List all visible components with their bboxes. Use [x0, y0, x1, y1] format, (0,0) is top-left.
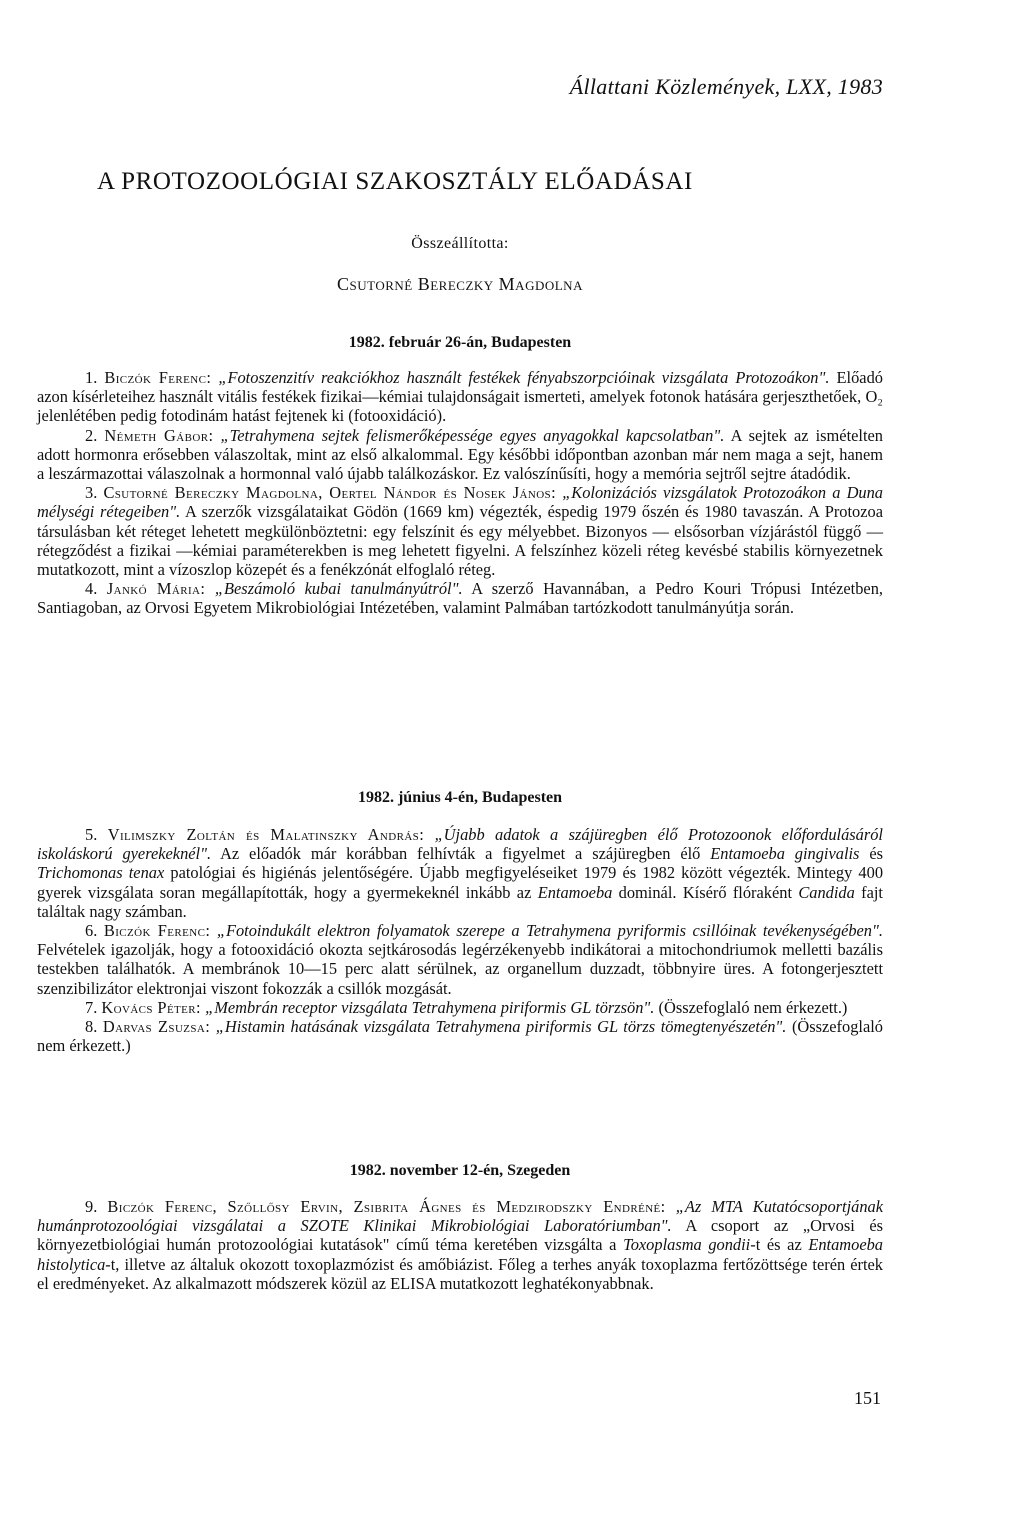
lecture-title: „Kolonizációs vizsgálatok Protozoákon a Duna mélységi rétegeiben".: [37, 483, 883, 522]
lecture-authors: Biczók Ferenc:: [104, 368, 212, 387]
lecture-abstract: Felvételek igazolják, hogy a fotooxidáció okozta sejtkárosodás legérzékenyebb indikátorai a mitochondriumok melletti bazális testekben találhatók. A membránok 10—15 perc alatt sérülnek, az organellum duzzadt, többnyire üres. A fotongerjesztett szenzibilizátor elektronjai viszont fokozzák a csillók mozgását.: [37, 940, 883, 998]
page-title: A PROTOZOOLÓGIAI SZAKOSZTÁLY ELŐADÁSAI: [97, 168, 693, 195]
lecture-number: 5.: [85, 825, 98, 844]
lecture-item-4: [37, 579, 883, 617]
lecture-title: „Újabb adatok a szájüregben élő Protozoonok előfordulásáról iskoláskorú gyerekeknél".: [37, 825, 883, 864]
lecture-number: 9.: [85, 1197, 98, 1216]
page-number: 151: [854, 1388, 881, 1408]
session-date-3: 1982. november 12-én, Szegeden: [349, 1162, 571, 1179]
lecture-number: 7.: [85, 997, 98, 1017]
lecture-title: „Tetrahymena sejtek felismerőképessége egyes anyagokkal kapcsolatban".: [220, 425, 725, 445]
lecture-authors: Darvas Zsuzsa:: [102, 1017, 211, 1037]
lecture-number: 8.: [85, 1017, 98, 1037]
lecture-abstract: A sejtek az ismételten adott hormonra erősebben válaszoltak, mint az első alkalommal. Egy későbbi időpontban azonban már nem maga a sejt, hanem a leszármazottai válaszolnak a hormonnal való újabb találkozáskor. Ez valószínűsíti, hogy a memória sejtről sejtre átadódik.: [37, 425, 883, 484]
lecture-item-2: [37, 426, 883, 484]
lecture-abstract: Az előadók már korábban felhívták a figyelmet a szájüregben élő Entamoeba gingivalis és Trichomonas tenax patológiai és higiénás jelentőségére. Újabb megfigyeléseiket 1979 és 1982 között végezték. Mintegy 400 gyerek vizsgálata soran megállapították, hogy a gyermekeknél inkább az Entamoeba dominál. Kísérő flóraként Candida fajt találtak nagy számban.: [37, 844, 884, 921]
session-1: [37, 368, 883, 618]
session-date-2: 1982. június 4-én, Budapesten: [357, 789, 563, 806]
lecture-item-7: [37, 998, 883, 1017]
lecture-title: „Membrán receptor vizsgálata Tetrahymena piriformis GL törzsön".: [205, 997, 655, 1017]
session-3: [37, 1197, 883, 1293]
lecture-authors: Biczók Ferenc:: [103, 921, 211, 941]
session-2: [37, 825, 883, 1055]
lecture-authors: Németh Gábor:: [104, 425, 214, 445]
lecture-item-6: [37, 921, 883, 998]
journal-reference: Állattani Közlemények, LXX, 1983: [569, 74, 883, 99]
lecture-abstract: A szerzők vizsgálataikat Gödön (1669 km) végezték, éspedig 1979 őszén és 1980 tavaszán. A Protozoa társulásban két réteget lehetett megkülönböztetni: egy felszínit és egy mélyebbet. Bizonyos — elsősorban vízjárástól függő — rétegződést a fizikai —kémiai paraméterekben is meg lehetett figyelni. A felszínhez közeli réteg kevésbé stabilis környezetnek mutatkozott, mint a vízoszlop közepét és a fenékzónát elfoglaló réteg.: [37, 502, 883, 580]
lecture-title: „Histamin hatásának vizsgálata Tetrahymena piriformis GL törzs tömegtenyészetén".: [215, 1017, 787, 1037]
lecture-item-1: [37, 368, 883, 426]
lecture-title: „Fotoszenzitív reakciókhoz használt festékek fényabszorpcióinak vizsgálata Protozoákon".: [218, 368, 830, 387]
lecture-item-9: [37, 1197, 883, 1293]
lecture-title: „Az MTA Kutatócsoportjának humánprotozoológiai vizsgálatai a SZOTE Klinikai Mikrobiológiai Laboratóriumban".: [37, 1197, 883, 1236]
lecture-abstract: Előadó azon kísérleteihez használt vitális festékek fizikai—kémiai tulajdonságait ismerteti, amelyek fotonok hatására gerjeszthetőek, O₂ jelenlétében pedig fotodinám hatást fejtenek ki (fotooxidáció).: [37, 368, 883, 426]
lecture-authors: Kovács Péter:: [101, 997, 201, 1017]
lecture-abstract: A csoport az „Orvosi és környezetbiológiai humán protozoológiai kutatások" című téma keretében vizsgálta a Toxoplasma gondii-t és az Entamoeba histolytica-t, illetve az általuk okozott toxoplazmózist és amőbiázist. Főleg a terhes anyák toxoplazma fertőzöttsége terén értek el eredményeket. Az alkalmazott módszerek közül az ELISA mutatkozott leghatékonyabbnak.: [37, 1216, 884, 1293]
lecture-authors: Csutorné Bereczky Magdolna, Oertel Nándor és Nosek János:: [103, 483, 557, 503]
lecture-abstract: A szerző Havannában, a Pedro Kouri Trópusi Intézetben, Santiagoban, az Orvosi Egyetem Mikrobiológiai Intézetében, valamint Palmában tartózkodott tanulmányútja során.: [37, 579, 883, 618]
lecture-authors: Vilimszky Zoltán és Malatinszky András:: [107, 825, 425, 844]
compiled-by-label: Összeállította:: [411, 235, 509, 252]
lecture-abstract: (Összefoglaló nem érkezett.): [658, 997, 848, 1017]
lecture-item-8: [37, 1017, 883, 1055]
lecture-title: „Fotoindukált elektron folyamatok szerepe a Tetrahymena pyriformis csillóinak tevékenységében".: [216, 921, 883, 941]
lecture-authors: Biczók Ferenc, Szőllősy Ervin, Zsibrita Ágnes és Medzirodszky Endréné:: [107, 1197, 666, 1216]
lecture-item-3: [37, 483, 883, 579]
lecture-item-5: [37, 825, 883, 921]
compiler-name: Csutorné Bereczky Magdolna: [337, 274, 583, 294]
lecture-number: 4.: [85, 579, 98, 599]
lecture-abstract: (Összefoglaló nem érkezett.): [37, 1017, 883, 1056]
session-date-1: 1982. február 26-án, Budapesten: [348, 334, 572, 351]
lecture-authors: Jankó Mária:: [106, 579, 206, 599]
lecture-number: 2.: [85, 425, 98, 445]
lecture-title: „Beszámoló kubai tanulmányútról".: [214, 579, 463, 599]
lecture-number: 1.: [85, 368, 98, 387]
lecture-number: 6.: [85, 921, 98, 941]
lecture-number: 3.: [85, 483, 98, 503]
